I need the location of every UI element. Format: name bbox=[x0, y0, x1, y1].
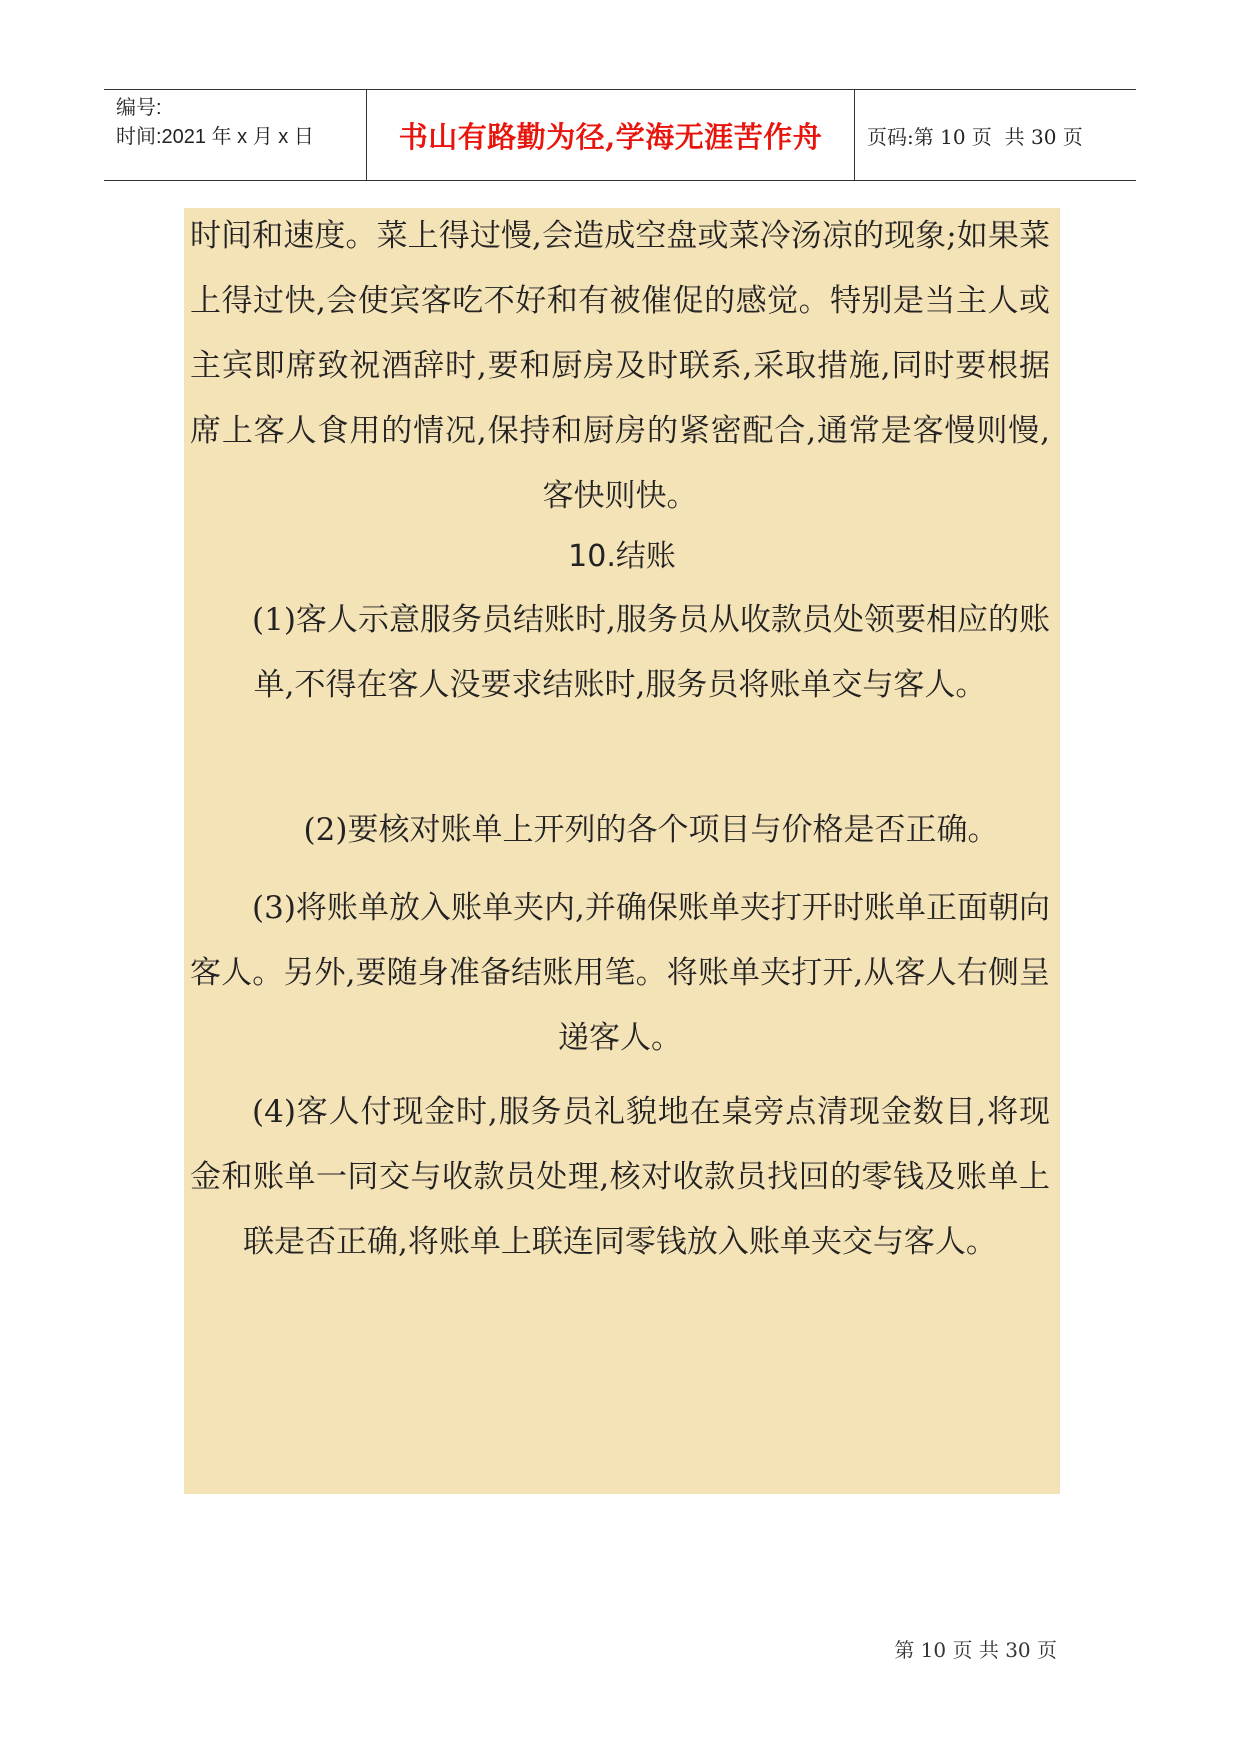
paragraph-step-4: (4)客人付现金时,服务员礼貌地在桌旁点清现金数目,将现金和账单一同交与收款员处理,核对收款员找回的零钱及账单上联是否正确,将账单上联连同零钱放入账单夹交与客人。 bbox=[190, 1094, 1050, 1260]
paragraph-serving-speed: 时间和速度。菜上得过慢,会造成空盘或菜冷汤凉的现象;如果菜上得过快,会使宾客吃不好和有被催促的感觉。特别是当主人或主宾即席致祝酒辞时,要和厨房及时联系,采取措施,同时要根据席上客人食用的情况,保持和厨房的紧密配合,通常是客慢则慢,客快则快。 bbox=[190, 218, 1050, 514]
header-page-info bbox=[855, 90, 1136, 180]
paragraph-step-3: (3)将账单放入账单夹内,并确保账单夹打开时账单正面朝向客人。另外,要随身准备结账用笔。将账单夹打开,从客人右侧呈递客人。 bbox=[190, 890, 1050, 1056]
number-label: 编号: bbox=[116, 97, 162, 119]
page-header bbox=[104, 89, 1136, 181]
paragraph-step-1: (1)客人示意服务员结账时,服务员从收款员处领要相应的账单,不得在客人没要求结账时,服务员将账单交与客人。 bbox=[252, 602, 1050, 703]
header-motto: 书山有路勤为径,学海无涯苦作舟 bbox=[367, 90, 855, 180]
header-meta bbox=[104, 90, 367, 180]
time-label: 时间:2021 年 x 月 x 日 bbox=[116, 126, 314, 148]
section-heading: 10.结账 bbox=[568, 539, 676, 574]
header-page-label: 页码:第 10 页 共 30 页 bbox=[867, 124, 1083, 149]
page-footer: 第 10 页 共 30 页 bbox=[894, 1638, 1057, 1662]
content-block bbox=[184, 208, 1060, 1494]
paragraph-step-2: (2)要核对账单上开列的各个项目与价格是否正确。 bbox=[303, 812, 999, 848]
